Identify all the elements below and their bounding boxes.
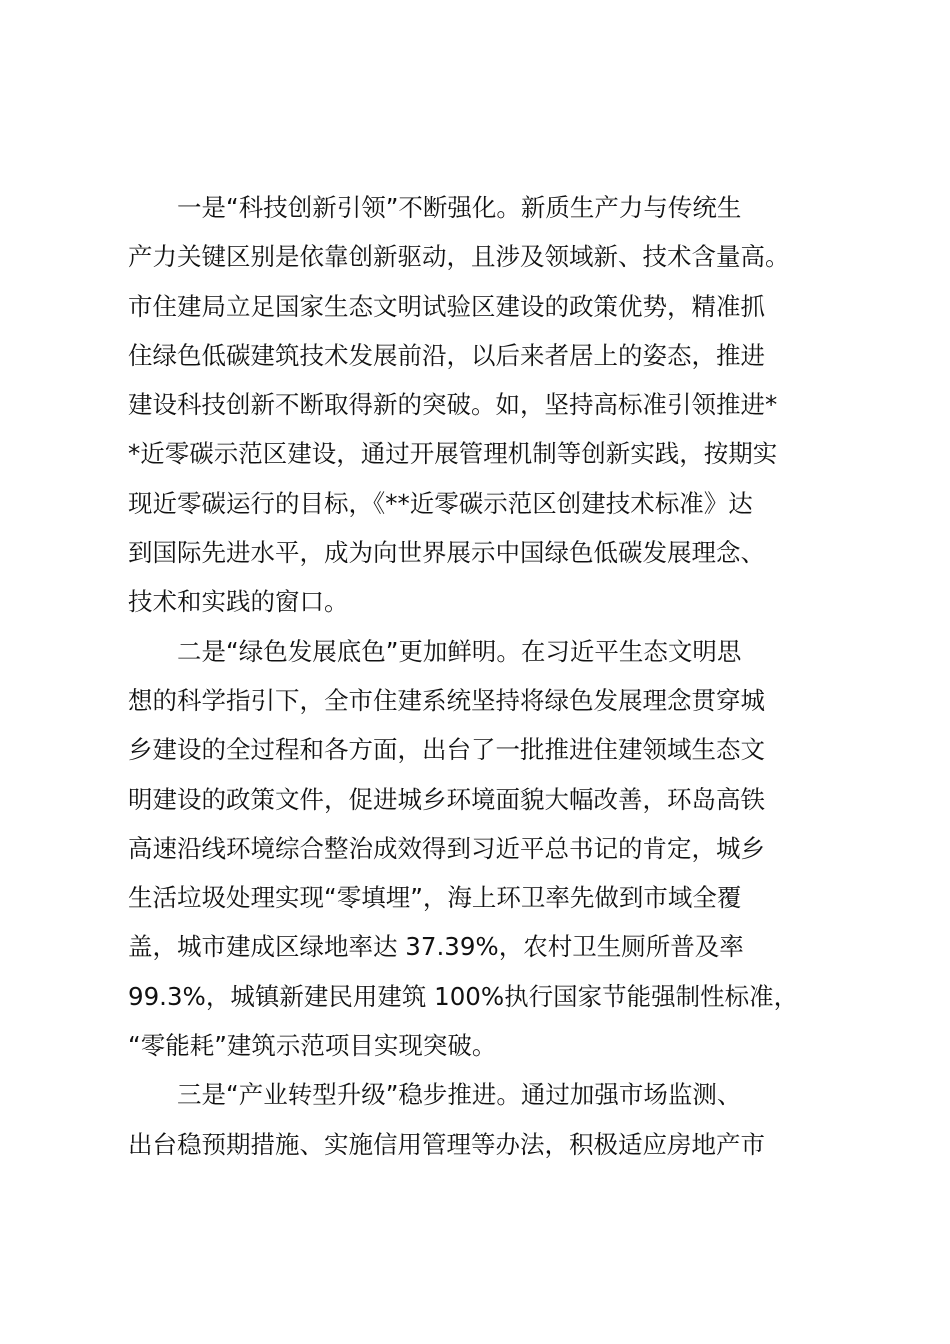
paragraph-2-line: 高速沿线环境综合整治成效得到习近平总书记的肯定，城乡 [128,833,765,863]
paragraph-1-line: 建设科技创新不断取得新的突破。如，坚持高标准引领推进* [128,390,778,420]
body-text [128,183,868,1169]
paragraph-1-line: 现近零碳运行的目标，《**近零碳示范区创建技术标准》达 [128,488,753,518]
paragraph-2-line: 99.3%，城镇新建民用建筑 100%执行国家节能强制性标准， [128,981,799,1011]
paragraph-1-line: *近零碳示范区建设，通过开展管理机制等创新实践，按期实 [128,439,778,469]
paragraph-2-line: 乡建设的全过程和各方面，出台了一批推进住建领域生态文 [128,735,765,765]
paragraph-1-line: 住绿色低碳建筑技术发展前沿，以后来者居上的姿态，推进 [128,340,765,370]
paragraph-1-line: 到国际先进水平，成为向世界展示中国绿色低碳发展理念、 [128,538,765,568]
paragraph-1-line: 一是“科技创新引领”不断强化。新质生产力与传统生 [177,193,742,222]
paragraph-1-line: 产力关键区别是依靠创新驱动，且涉及领域新、技术含量高。 [128,242,790,272]
paragraph-1-line: 技术和实践的窗口。 [128,587,349,617]
paragraph-1-line: 市住建局立足国家生态文明试验区建设的政策优势，精准抓 [128,291,765,321]
paragraph-2-line: 生活垃圾处理实现“零填埋”，海上环卫率先做到市域全覆 [128,883,742,913]
paragraph-2-line: 想的科学指引下，全市住建系统坚持将绿色发展理念贯穿城 [128,685,765,715]
paragraph-2-line: 二是“绿色发展底色”更加鲜明。在习近平生态文明思 [177,636,742,666]
paragraph-3-line: 出台稳预期措施、实施信用管理等办法，积极适应房地产市 [128,1129,765,1159]
paragraph-2-line: 明建设的政策文件，促进城乡环境面貌大幅改善，环岛高铁 [128,784,765,814]
paragraph-2-line: 盖，城市建成区绿地率达 37.39%，农村卫生厕所普及率 [128,932,744,962]
paragraph-2-line: “零能耗”建筑示范项目实现突破。 [128,1031,497,1061]
paragraph-3-line: 三是“产业转型升级”稳步推进。通过加强市场监测、 [177,1080,742,1110]
